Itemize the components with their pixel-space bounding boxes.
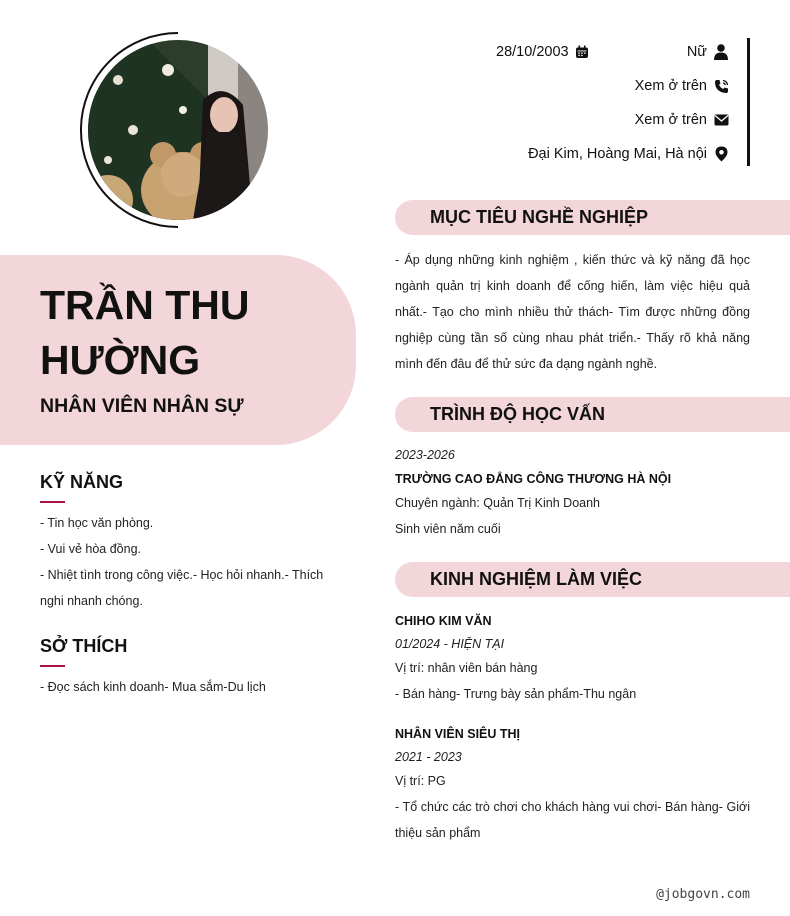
education-heading xyxy=(395,397,790,432)
dob-value: 28/10/2003 xyxy=(496,44,569,60)
experience-heading xyxy=(395,562,790,597)
hobbies-title: SỞ THÍCH xyxy=(40,636,128,656)
job-role: Vị trí: nhân viên bán hàng xyxy=(395,661,538,675)
location-pin-icon xyxy=(713,146,729,162)
job-company: NHÂN VIÊN SIÊU THỊ xyxy=(395,727,521,741)
job-position: NHÂN VIÊN NHÂN SỰ xyxy=(40,395,244,417)
person-icon xyxy=(713,44,729,60)
hobbies-text: - Đọc sách kinh doanh- Mua sắm-Du lịch xyxy=(40,680,266,694)
skill-item: - Nhiệt tình trong công việc.- Học hỏi nhanh.- Thích nghi nhanh chóng. xyxy=(40,568,324,608)
job-period: 2021 - 2023 xyxy=(395,750,462,764)
email-row xyxy=(635,109,729,131)
experience-title: KINH NGHIỆM LÀM VIỆC xyxy=(430,569,643,589)
profile-photo-frame xyxy=(78,30,268,230)
calendar-icon xyxy=(575,45,589,59)
dob-row xyxy=(496,41,589,63)
contact-block xyxy=(420,38,750,166)
job-description: - Tổ chức các trò chơi cho khách hàng vui chơi- Bán hàng- Giới thiệu sản phẩm xyxy=(395,800,750,840)
email-value: Xem ở trên xyxy=(634,112,707,128)
profile-photo xyxy=(88,40,268,220)
skills-heading xyxy=(40,472,123,503)
skills-list xyxy=(40,510,340,614)
footer-watermark: @jobgovn.com xyxy=(656,887,750,902)
education-period: 2023-2026 xyxy=(395,448,455,462)
education-title: TRÌNH ĐỘ HỌC VẤN xyxy=(430,404,605,424)
job-description: - Bán hàng- Trưng bày sản phẩm-Thu ngân xyxy=(395,687,637,701)
education-school: TRƯỜNG CAO ĐẲNG CÔNG THƯƠNG HÀ NỘI xyxy=(395,472,672,486)
phone-icon xyxy=(713,79,729,94)
address-row xyxy=(528,143,729,165)
full-name: TRẦN THU HƯỜNG xyxy=(40,282,250,383)
phone-value: Xem ở trên xyxy=(634,78,707,94)
education-major: Chuyên ngành: Quản Trị Kinh Doanh xyxy=(395,496,600,510)
job-role: Vị trí: PG xyxy=(395,774,446,788)
objective-heading xyxy=(395,200,790,235)
job-company: CHIHO KIM VĂN xyxy=(395,614,492,628)
mail-icon xyxy=(713,114,729,126)
skills-underline xyxy=(40,501,65,503)
address-value: Đại Kim, Hoàng Mai, Hà nội xyxy=(528,146,707,162)
skill-item: - Vui vẻ hòa đồng. xyxy=(40,542,141,556)
gender-row xyxy=(687,41,729,63)
hobbies-underline xyxy=(40,665,65,667)
skill-item: - Tin học văn phòng. xyxy=(40,516,154,530)
job-period: 01/2024 - HIỆN TẠI xyxy=(395,637,505,651)
objective-text: - Áp dụng những kinh nghiệm , kiến thức và kỹ năng đã học ngành quản trị kinh doanh để cống hiến, làm việc hiệu quả nhất.- Tạo cho mình nhiều thử thách- Tìm được những đồng nghiệp cùng tần số cùng nhau phát triển.- Thấy rõ khả năng mình đến đâu để thử sức đa dạng ngành nghề. xyxy=(395,253,750,371)
phone-row xyxy=(635,75,729,97)
gender-value: Nữ xyxy=(686,44,707,60)
objective-title: MỤC TIÊU NGHỀ NGHIỆP xyxy=(430,207,649,227)
skills-title: KỸ NĂNG xyxy=(40,472,124,492)
education-status: Sinh viên năm cuối xyxy=(395,522,501,536)
hobbies-heading xyxy=(40,636,127,667)
